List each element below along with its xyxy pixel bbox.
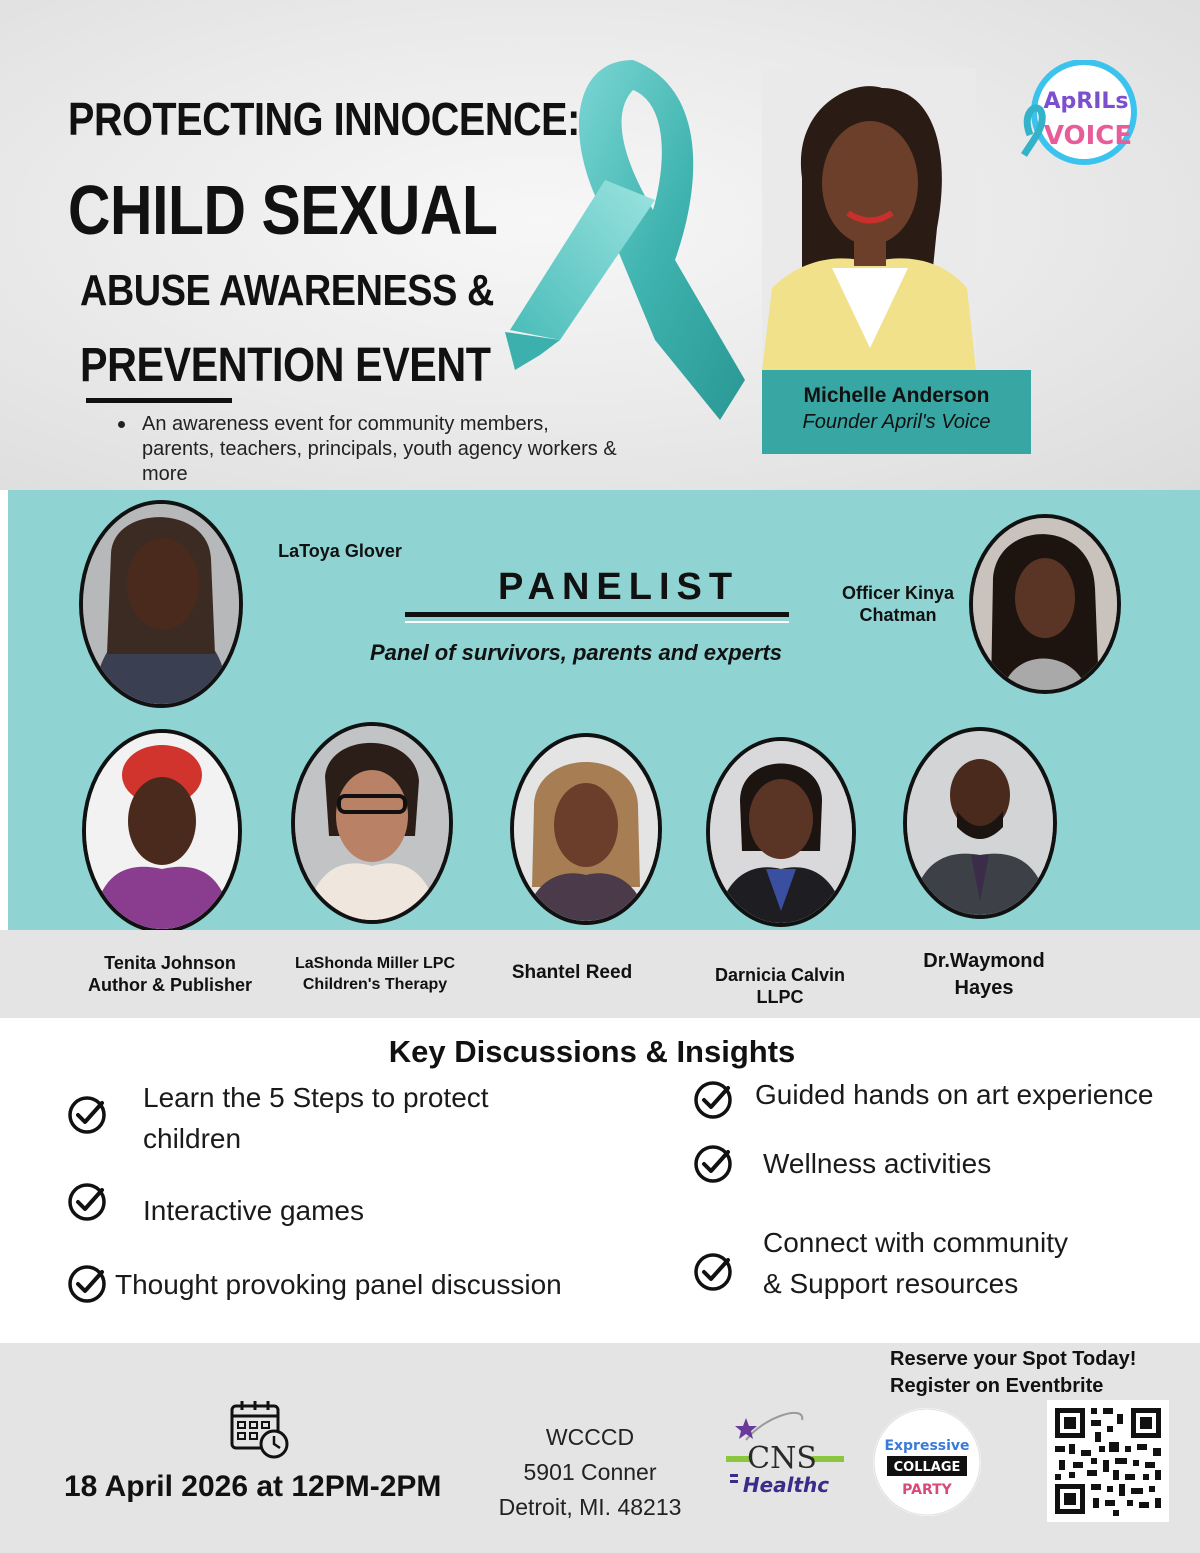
panelist-name-line2: Hayes — [954, 977, 1014, 999]
panelist-photo-latoya-glover — [79, 500, 243, 708]
panelist-name-line1: Tenita Johnson — [104, 953, 236, 973]
panelist-name-tenita-johnson — [80, 952, 260, 996]
check-circle-icon — [66, 1263, 108, 1305]
check-circle-icon — [66, 1094, 108, 1136]
calendar-clock-icon — [228, 1398, 292, 1460]
logo-line1: ApRILs — [1043, 89, 1129, 114]
cns-logo-top: CNS — [747, 1441, 817, 1476]
cns-logo-bottom: Healthc — [742, 1473, 830, 1497]
panel-heading: PANELIST — [498, 566, 740, 608]
panelist-name-darnicia-calvin — [700, 964, 860, 1008]
venue-line3: Detroit, MI. 48213 — [498, 1494, 682, 1520]
panelist-photo-darnicia-calvin — [706, 737, 856, 927]
discussion-item-wellness: Wellness activities — [763, 1148, 992, 1179]
discussion-item-art: Guided hands on art experience — [755, 1079, 1154, 1110]
header-section — [0, 0, 1200, 490]
discussion-item-line1: Learn the 5 Steps to protect — [143, 1082, 489, 1113]
panelist-photo-lashonda-miller — [291, 722, 453, 924]
cns-healthcare-logo — [716, 1410, 856, 1510]
founder-role: Founder April's Voice — [802, 411, 991, 433]
registration-qr-code[interactable] — [1047, 1400, 1169, 1522]
bullet-dot — [118, 421, 125, 428]
panelist-name-kinya-chatman — [830, 582, 966, 626]
reserve-line2: Register on Eventbrite — [890, 1375, 1104, 1397]
panelist-name-line2: Chatman — [859, 605, 937, 625]
founder-caption — [762, 370, 1031, 454]
panelist-name-line1: LaShonda Miller LPC — [294, 955, 455, 972]
panelist-name-line1: Darnicia Calvin — [714, 965, 846, 985]
title-line-1: PROTECTING INNOCENCE: — [68, 93, 580, 145]
discussion-item-line1: Connect with community — [763, 1227, 1069, 1258]
title-line-4: PREVENTION EVENT — [80, 339, 491, 392]
event-description — [118, 412, 618, 487]
key-discussions-heading-text: Key Discussions & Insights — [388, 1034, 796, 1069]
event-description-text: An awareness event for community members, parents, teachers, principals, youth agency workers & more — [142, 413, 617, 485]
event-venue — [485, 1420, 695, 1525]
title-underline — [86, 398, 232, 403]
event-date-time: 18 April 2026 at 12PM-2PM — [64, 1470, 442, 1503]
discussion-item-5-steps — [143, 1077, 489, 1159]
discussion-item-line2: children — [143, 1123, 242, 1154]
panelist-name-line2: LLPC — [756, 987, 804, 1007]
check-circle-icon — [692, 1143, 734, 1185]
panelist-name-shantel-reed: Shantel Reed — [511, 962, 633, 983]
venue-line2: 5901 Conner — [523, 1459, 657, 1485]
founder-name: Michelle Anderson — [803, 384, 990, 407]
check-circle-icon — [692, 1251, 734, 1293]
discussion-item-line2: & Support resources — [763, 1268, 1019, 1299]
discussion-item-community — [763, 1222, 1068, 1304]
discussion-item-games: Interactive games — [143, 1195, 364, 1226]
title-line-3: ABUSE AWARENESS & — [80, 266, 494, 315]
discussion-item-panel: Thought provoking panel discussion — [115, 1269, 562, 1300]
collage-logo-line2: COLLAGE — [893, 1460, 961, 1475]
collage-logo-line3: PARTY — [902, 1482, 952, 1498]
check-circle-icon — [692, 1079, 734, 1121]
expressive-collage-party-logo — [873, 1408, 981, 1516]
panel-heading-rule — [405, 612, 789, 617]
panelist-photo-kinya-chatman — [969, 514, 1121, 694]
founder-photo — [762, 68, 976, 370]
collage-logo-line1: Expressive — [884, 1438, 970, 1454]
reserve-callout — [890, 1346, 1136, 1400]
title-line-2: CHILD SEXUAL — [68, 171, 498, 249]
panelist-photo-shantel-reed — [510, 733, 662, 925]
logo-line2: VOICE — [1043, 121, 1133, 151]
panelist-name-line1: Officer Kinya — [841, 583, 955, 603]
panelist-name-line2: Children's Therapy — [302, 976, 448, 993]
key-discussions-heading — [0, 1034, 1200, 1070]
panel-subtitle: Panel of survivors, parents and experts — [370, 640, 783, 665]
aprils-voice-logo — [1020, 60, 1146, 166]
panelist-name-waymond-hayes — [904, 948, 1064, 1002]
panelist-photo-tenita-johnson — [82, 729, 242, 933]
panelist-name-latoya-glover: LaToya Glover — [278, 541, 402, 561]
reserve-line1: Reserve your Spot Today! — [890, 1348, 1137, 1370]
panelist-name-line2: Author & Publisher — [87, 975, 252, 995]
panelist-photo-waymond-hayes — [903, 727, 1057, 919]
panel-heading-rule-highlight — [405, 621, 789, 623]
panelist-name-line1: Dr.Waymond — [923, 950, 1045, 972]
venue-line1: WCCCD — [545, 1424, 635, 1450]
panelist-name-lashonda-miller — [280, 953, 470, 995]
check-circle-icon — [66, 1181, 108, 1223]
